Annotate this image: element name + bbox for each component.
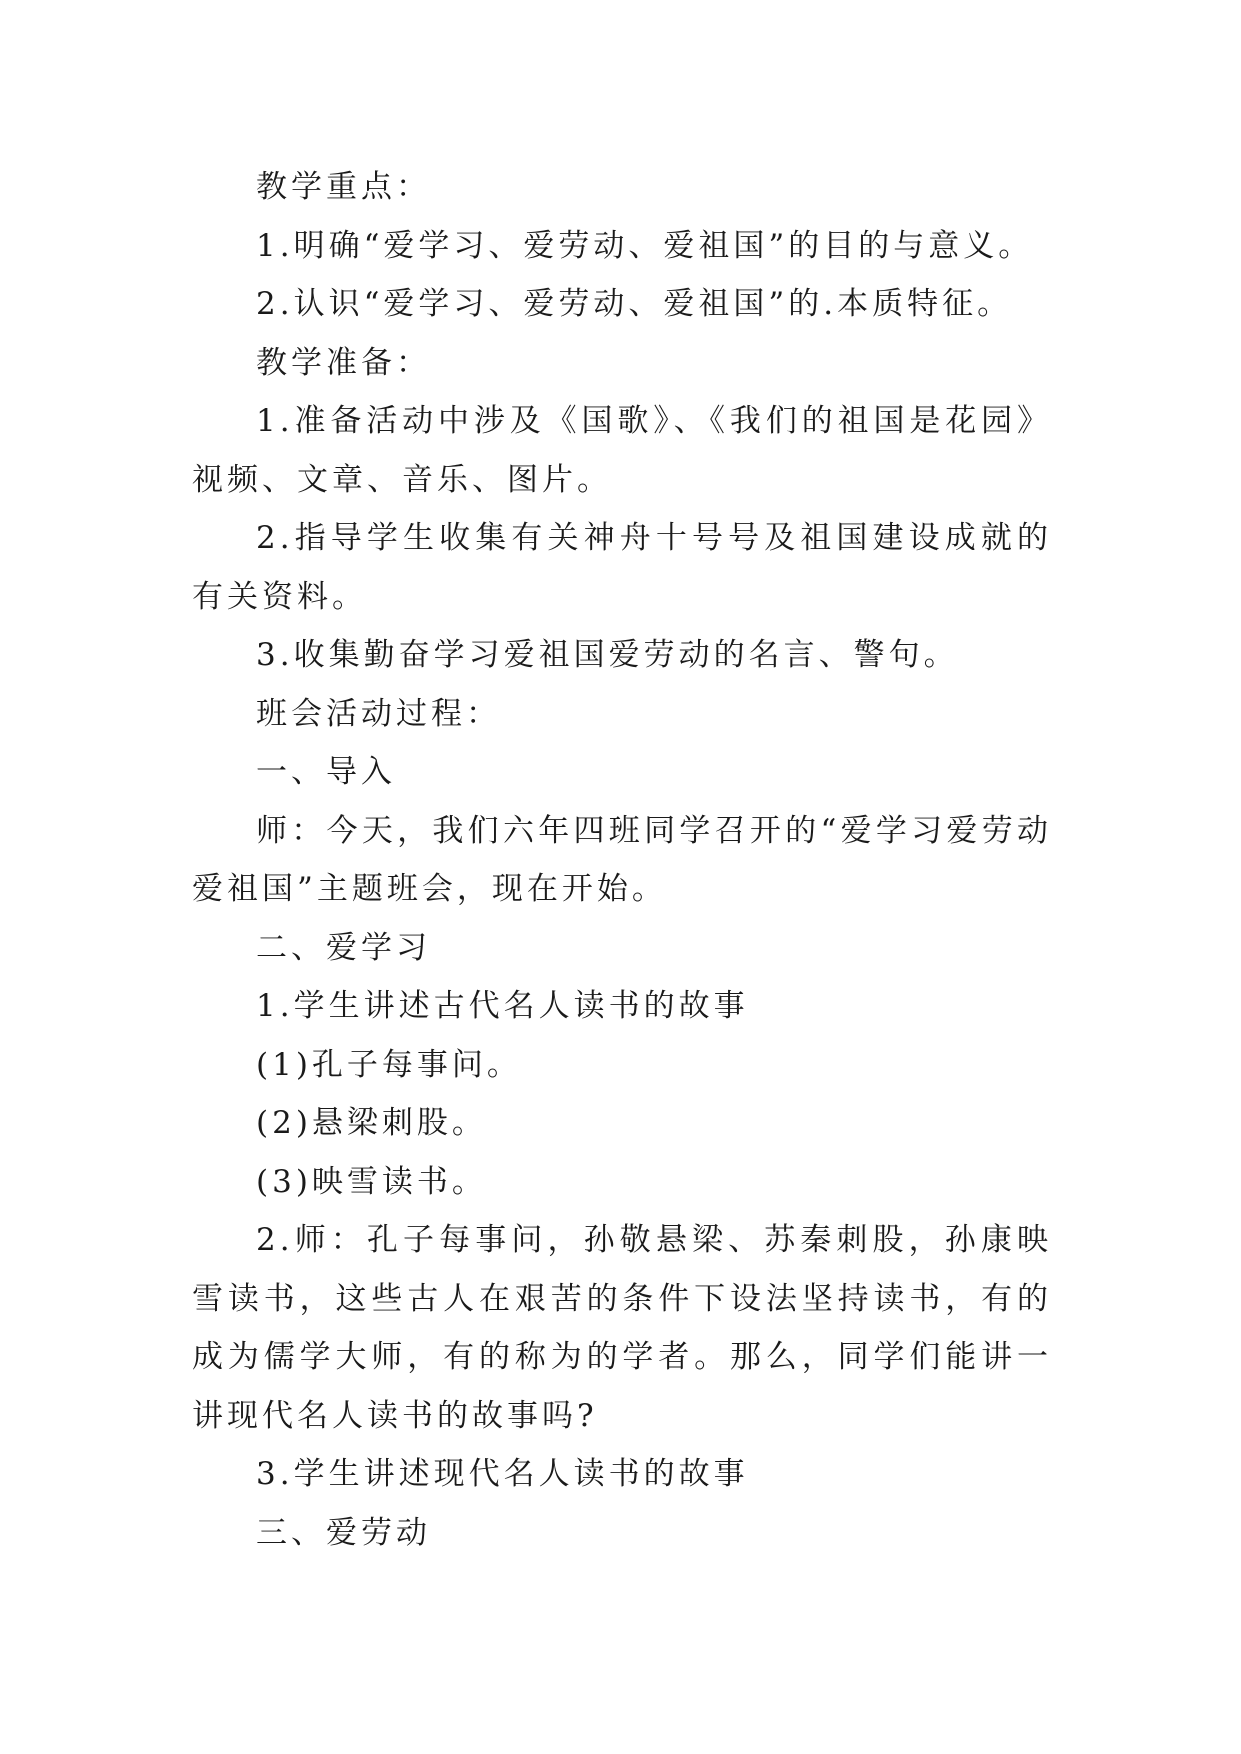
sub-item-1: (1)孔子每事问。 <box>256 1046 522 1083</box>
section-heading-love-learning: 二、爱学习 <box>256 929 431 966</box>
sub-item-3: (3)映雪读书。 <box>256 1163 487 1200</box>
list-item-focus-2: 2.认识“爱学习、爱劳动、爱祖国”的.本质特征。 <box>256 286 1013 322</box>
section-heading-love-labor: 三、爱劳动 <box>256 1514 431 1551</box>
paragraph-teacher-opening: 师：今天，我们六年四班同学召开的“爱学习爱劳动爱祖国”主题班会，现在开始。 <box>192 812 1052 907</box>
list-item-preparation-1: 1.准备活动中涉及《国歌》、《我们的祖国是花园》视频、文章、音乐、图片。 <box>192 403 1052 498</box>
paragraph-teacher-summary: 2.师：孔子每事问，孙敬悬梁、苏秦刺股，孙康映雪读书，这些古人在艰苦的条件下设法坚持读书，有的成为儒学大师，有的称为的学者。那么，同学们能讲一讲现代名人读书的故事吗? <box>192 1222 1052 1434</box>
list-item-focus-1: 1.明确“爱学习、爱劳动、爱祖国”的目的与意义。 <box>256 227 1034 264</box>
section-heading-introduction: 一、导入 <box>256 754 396 790</box>
list-item-modern-stories: 3.学生讲述现代名人读书的故事 <box>256 1456 749 1492</box>
list-item-preparation-3: 3.收集勤奋学习爱祖国爱劳动的名言、警句。 <box>256 637 959 673</box>
sub-item-2: (2)悬梁刺股。 <box>256 1105 487 1141</box>
heading-teaching-focus: 教学重点： <box>256 169 431 205</box>
document-body <box>192 158 1052 1562</box>
heading-class-meeting-process: 班会活动过程： <box>256 695 501 732</box>
list-item-ancient-stories: 1.学生讲述古代名人读书的故事 <box>256 988 749 1024</box>
list-item-preparation-2: 2.指导学生收集有关神舟十号号及祖国建设成就的有关资料。 <box>192 520 1052 615</box>
heading-teaching-preparation: 教学准备： <box>256 344 431 381</box>
